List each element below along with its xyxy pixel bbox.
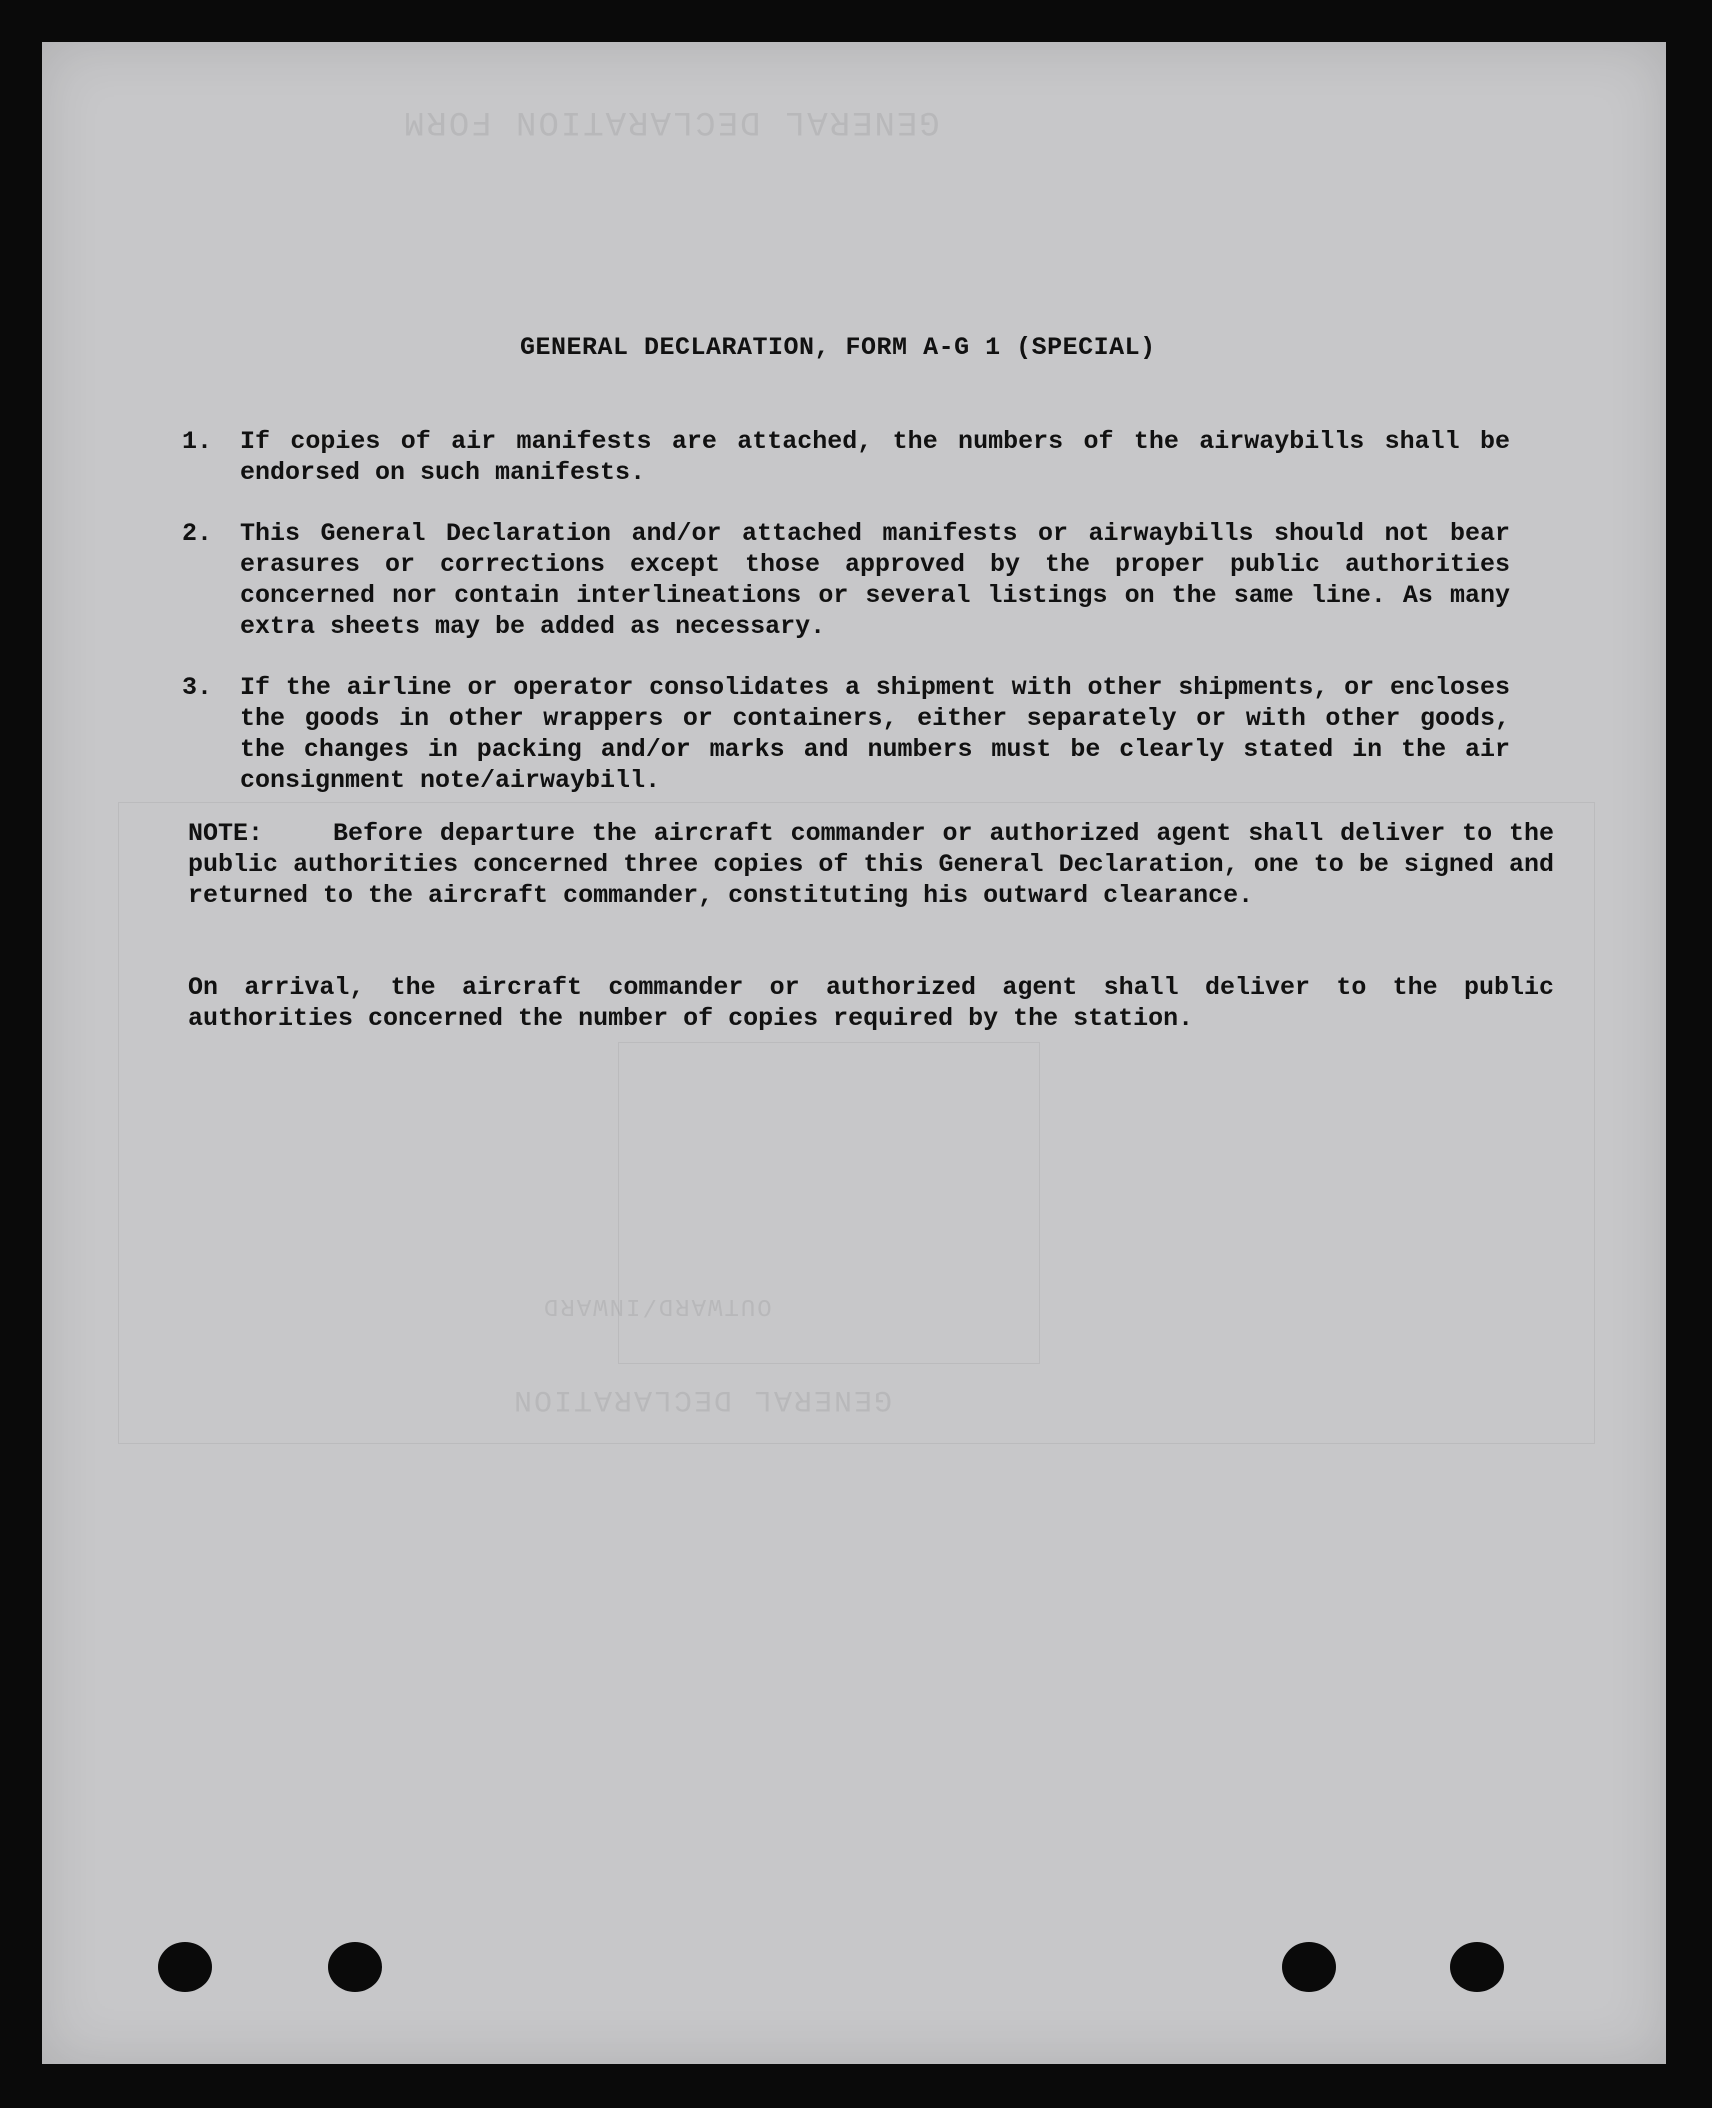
note-text: Before departure the aircraft commander or authorized agent shall deliver to the public authorities concerned three copies of this General Declaration, one to be signed and returned to the aircraft commander, constituting his outward clearance. xyxy=(188,819,1554,910)
bleed-through-table xyxy=(618,1042,1040,1364)
arrival-paragraph: On arrival, the aircraft commander or authorized agent shall deliver to the public authorities concerned the number of copies required by the station. xyxy=(188,973,1554,1033)
punch-hole-icon xyxy=(328,1942,382,1992)
document-page xyxy=(42,42,1666,2064)
bleed-through-text: OUTWARD/INWARD xyxy=(542,1292,772,1319)
note-paragraph xyxy=(188,818,1554,911)
page-title: GENERAL DECLARATION, FORM A-G 1 (SPECIAL) xyxy=(520,333,1156,362)
list-item-text: This General Declaration and/or attached manifests or airwaybills should not bear erasures or corrections except those approved by the proper public authorities concerned nor contain interlineations or several listings on the same line. As many extra sheets may be added as necessary. xyxy=(240,519,1510,641)
punch-hole-icon xyxy=(158,1942,212,1992)
punch-hole-icon xyxy=(1450,1942,1504,1992)
list-item-number: 3. xyxy=(182,673,213,702)
punch-hole-icon xyxy=(1282,1942,1336,1992)
list-item-text: If copies of air manifests are attached, the numbers of the airwaybills shall be endorsed on such manifests. xyxy=(240,427,1510,487)
bleed-through-heading: GENERAL DECLARATION FORM xyxy=(402,102,940,140)
list-item-number: 2. xyxy=(182,519,213,548)
list-item-number: 1. xyxy=(182,427,213,456)
note-label: NOTE: xyxy=(188,819,264,848)
bleed-through-text: GENERAL DECLARATION xyxy=(512,1382,893,1416)
list-item-text: If the airline or operator consolidates a shipment with other shipments, or encloses the goods in other wrappers or containers, either separately or with other goods, the changes in packing and/or marks and numbers must be clearly stated in the air consignment note/airwaybill. xyxy=(240,673,1510,795)
